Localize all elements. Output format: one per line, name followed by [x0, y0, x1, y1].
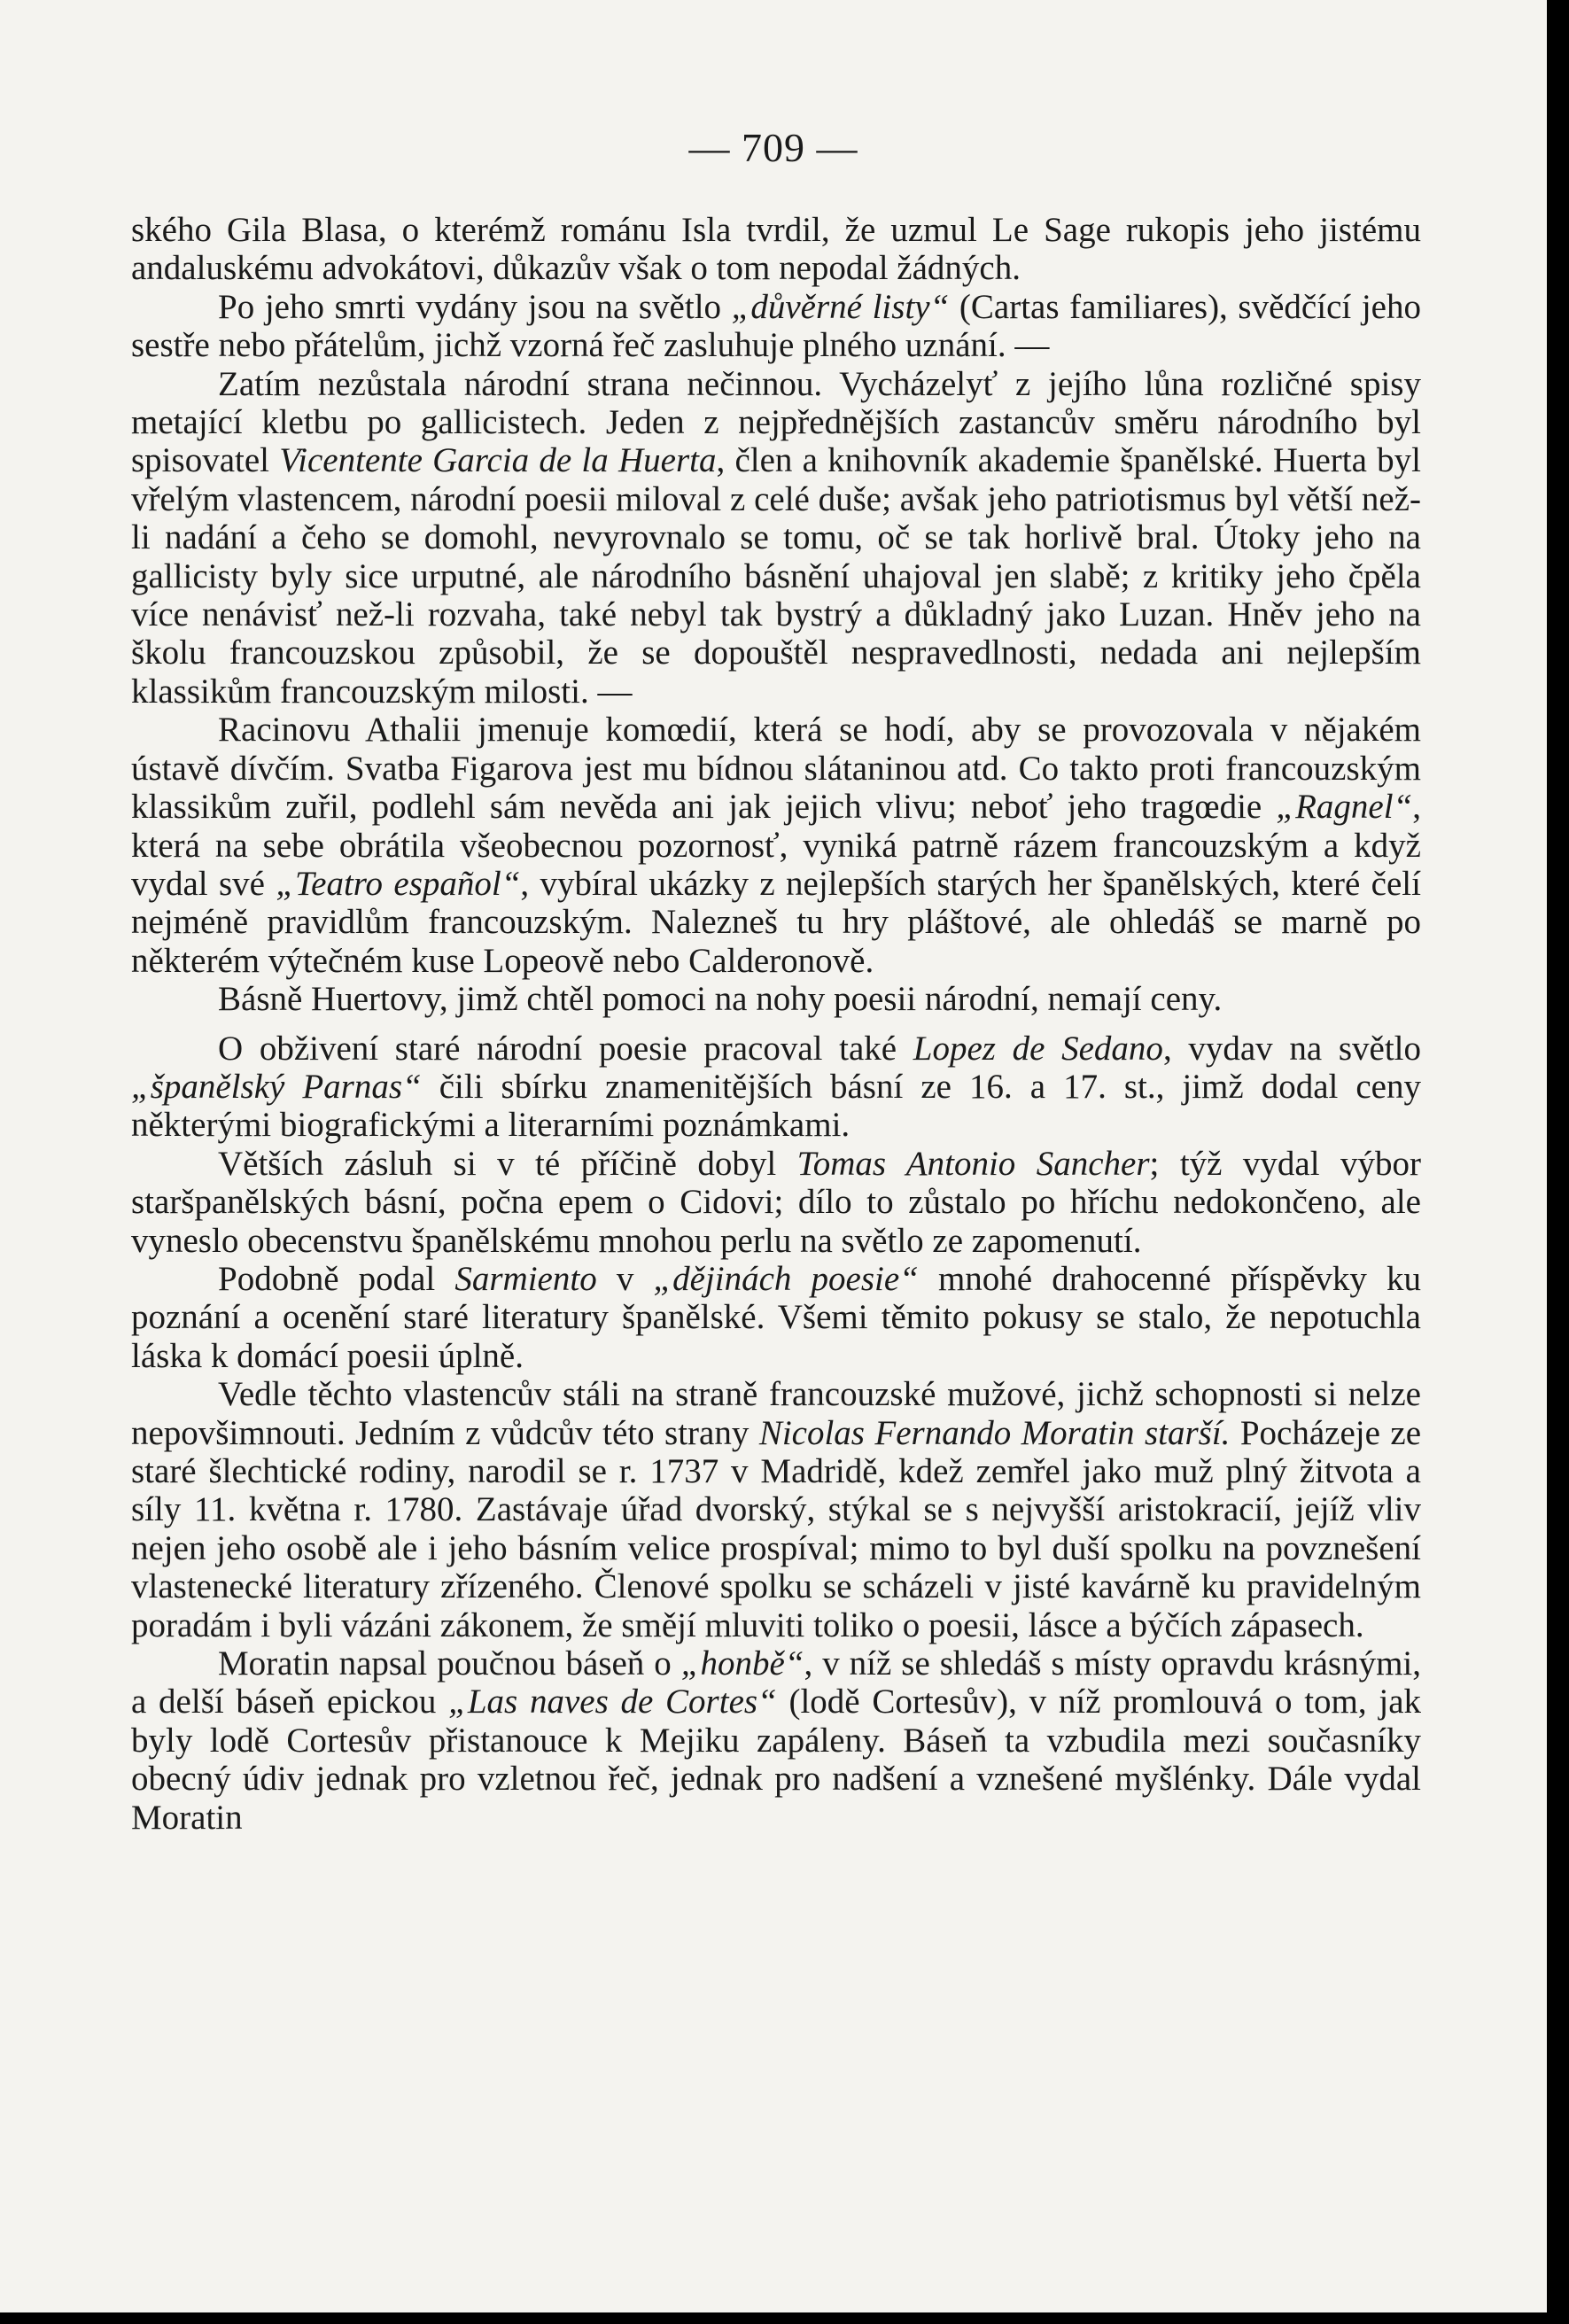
- italic-term: Nicolas Fernando Moratin starší.: [758, 1413, 1231, 1452]
- text-run: v: [596, 1259, 654, 1298]
- paragraph: [131, 1145, 1421, 1260]
- paragraph: [131, 980, 1421, 1018]
- text-run: Vedle těchto vlastencův stáli na straně francouzské mužové, jichž schopnosti si nelze nepovšimnouti. Jedním z vůdcův této strany: [131, 1375, 1421, 1452]
- paragraph: [131, 711, 1421, 980]
- scan-border: [1547, 0, 1569, 2324]
- text-run: (lodě Cortesův), v níž promlouvá o tom, jak byly lodě Cortesův přistanouce k Mejiku zapáleny. Báseň ta vzbudila mezi současníky obecný údiv jednak pro vzletnou řeč, jednak pro nadšení a vznešené myšlénky. Dále vydal Moratin: [131, 1683, 1421, 1837]
- text-run: Racinovu Athalii jmenuje komœdií, která se hodí, aby se provozovala v nějakém ústavě dívčím. Svatba Figarova jest mu bídnou slátaninou atd. Co takto proti francouzským klassikům zuřil, podlehl sám nevěda ani jak jejich vlivu; neboť jeho tragœdie: [131, 711, 1421, 827]
- text-run: (Cartas familiares), svědčící jeho sestře nebo přátelům, jichž vzorná řeč zasluhuje plného uznání. —: [131, 287, 1421, 365]
- text-run: čili sbírku znamenitějších básní ze 16. a 17. st., jimž dodal ceny některými biografickými a literarními poznámkami.: [131, 1067, 1421, 1145]
- paragraph: [131, 1644, 1421, 1837]
- text-run: mnohé drahocenné příspěvky ku poznání a ocenění staré literatury španělské. Všemi těmito pokusy se stalo, že nepotuchla láska k domácí poesii úplně.: [131, 1259, 1421, 1375]
- body-text: [131, 211, 1421, 1837]
- italic-term: Vicentente Garcia de la Huerta: [279, 441, 717, 480]
- paragraph: [131, 1375, 1421, 1644]
- text-run: O obživení staré národní poesie pracoval také: [218, 1029, 913, 1068]
- italic-term: „dějinách poesie“: [653, 1259, 919, 1298]
- italic-term: Lopez de Sedano: [913, 1029, 1163, 1068]
- text-run: Básně Huertovy, jimž chtěl pomoci na nohy poesii národní, nemají ceny.: [218, 980, 1223, 1019]
- paragraph: [131, 365, 1421, 711]
- text-run: , člen a knihovník akademie španělské. Huerta byl vřelým vlastencem, národní poesii miloval z celé duše; avšak jeho patriotismus byl větší než-li nadání a čeho se domohl, nevyrovnalo se tomu, oč se tak horlivě bral. Útoky jeho na gallicisty byly sice urputné, ale národního básnění uhajoval jen slabě; z kritiky jeho čpěla více nenávisť než-li rozvaha, také nebyl tak bystrý a důkladný jako Luzan. Hněv jeho na školu francouzskou způsobil, že se dopouštěl nespravedlnosti, nedada ani nejlepším klassikům francouzským milosti. —: [131, 441, 1421, 711]
- page-number: — 709 —: [688, 125, 858, 170]
- italic-term: „Teatro español“: [276, 864, 521, 903]
- paragraph: [131, 211, 1421, 288]
- italic-term: „důvěrné listy“: [731, 287, 950, 326]
- italic-term: „honbě“: [680, 1644, 804, 1683]
- text-run: Zatím nezůstala národní strana nečinnou. Vycházelyť z jejího lůna rozličné spisy metající kletbu po gallicistech. Jeden z nejpřednějších zastancův směru národního byl spisovatel: [131, 364, 1421, 480]
- italic-term: Sarmiento: [454, 1259, 597, 1298]
- italic-term: „španělský Parnas“: [131, 1067, 422, 1106]
- text-run: ; týž vydal výbor staršpanělských básní, počna epem o Cidovi; dílo to zůstalo po hříchu nedokončeno, ale vyneslo obecenstvu španělskému mnohou perlu na světlo ze zapomenutí.: [131, 1144, 1421, 1260]
- text-run: Podobně podal: [218, 1259, 455, 1298]
- italic-term: Tomas Antonio Sancher: [796, 1144, 1150, 1183]
- text-run: , vydav na světlo: [1162, 1029, 1421, 1068]
- paragraph: [131, 1260, 1421, 1375]
- text-run: , která na sebe obrátila všeobecnou pozornosť, vyniká patrně rázem francouzským a když vydal své: [131, 788, 1421, 903]
- text-run: ského Gila Blasa, o kterémž románu Isla tvrdil, že uzmul Le Sage rukopis jeho jistému andaluskému advokátovi, důkazův však o tom nepodal žádných.: [131, 211, 1421, 288]
- text-run: Po jeho smrti vydány jsou na světlo: [218, 287, 732, 326]
- paragraph: [131, 288, 1421, 365]
- text-run: Pocházeje ze staré šlechtické rodiny, narodil se r. 1737 v Madridě, kdež zemřel jako muž plný žitvota a síly 11. května r. 1780. Zastávaje úřad dvorský, stýkal se s nejvyšší aristokracií, jejíž vliv nejen jeho osobě ale i jeho básním velice prospíval; mimo to byl duší spolku na povznešení vlastenecké literatury zřízeného. Členové spolku se scházeli v jisté kavárně ku pravidelným poradám i byli vázáni zákonem, že smějí mluviti toliko o poesii, lásce a býčích zápasech.: [131, 1413, 1422, 1644]
- paragraph: [131, 1030, 1421, 1145]
- text-run: Větších zásluh si v té příčině dobyl: [218, 1144, 797, 1183]
- text-run: , vybíral ukázky z nejlepších starých her španělských, které čelí nejméně pravidlům francouzským. Nalezneš tu hry pláštové, ale ohledáš se marně po některém výtečném kuse Lopeově nebo Calderonově.: [131, 864, 1421, 980]
- text-run: , v níž se shledáš s místy opravdu krásnými, a delší báseň epickou: [131, 1644, 1422, 1722]
- italic-term: „Ragnel“: [1276, 788, 1413, 827]
- text-run: Moratin napsal poučnou báseň o: [218, 1644, 681, 1683]
- italic-term: „Las naves de Cortes“: [448, 1683, 777, 1722]
